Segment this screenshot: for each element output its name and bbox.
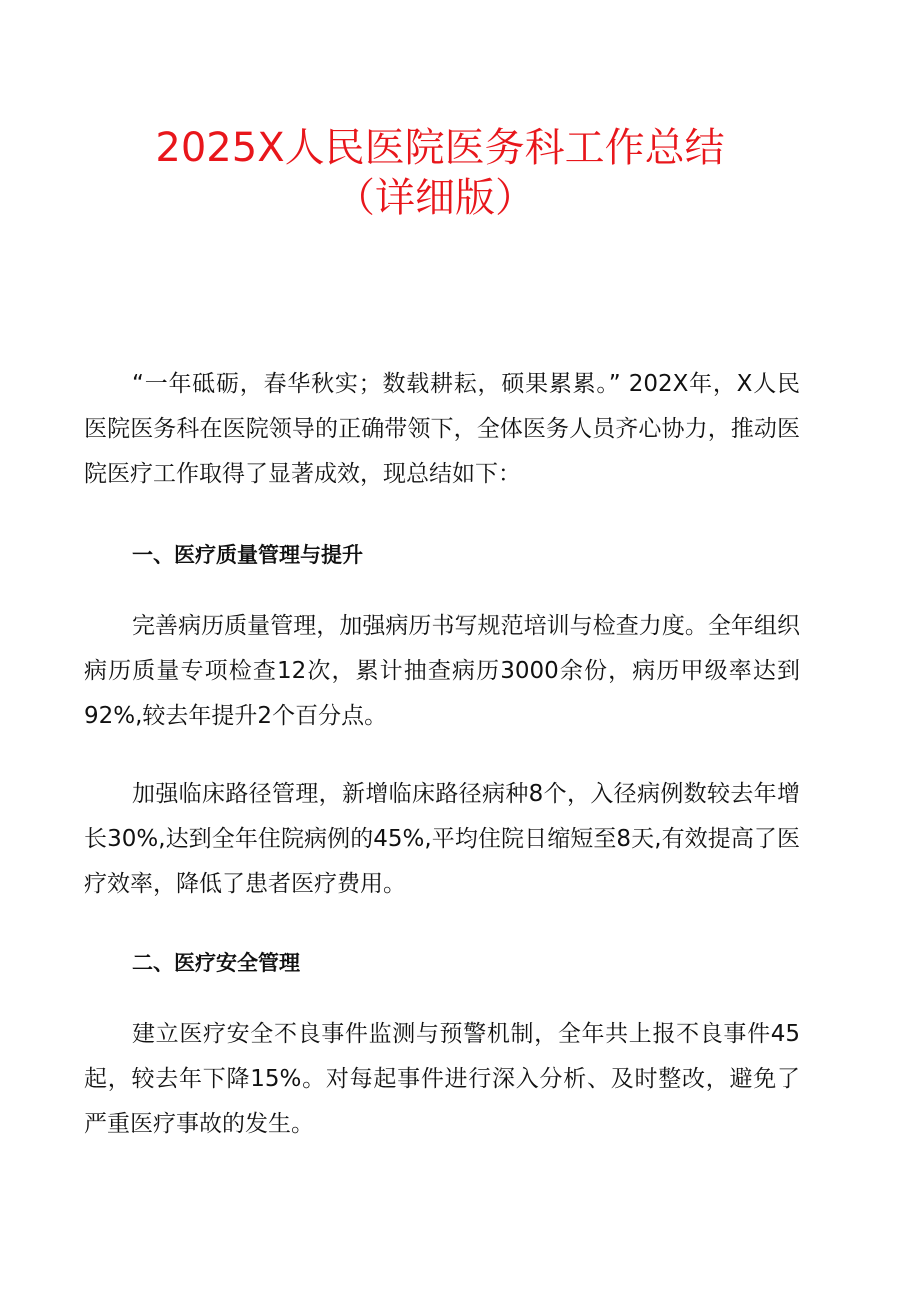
section-1-paragraph-1: 完善病历质量管理，加强病历书写规范培训与检查力度。全年组织病历质量专项检查12次，累计抽查病历3000余份，病历甲级率达到92%,较去年提升2个百分点。: [84, 613, 800, 729]
section-2-paragraph-1: 建立医疗安全不良事件监测与预警机制，全年共上报不良事件45起，较去年下降15%。对每起事件进行深入分析、及时整改，避免了严重医疗事故的发生。: [84, 1021, 800, 1137]
section-1-paragraph-2: 加强临床路径管理，新增临床路径病种8个，入径病例数较去年增长30%,达到全年住院病例的45%,平均住院日缩短至8天,有效提高了医疗效率，降低了患者医疗费用。: [84, 781, 800, 897]
document-subtitle: （详细版）: [335, 175, 535, 221]
section-heading-2: 二、医疗安全管理: [132, 951, 300, 975]
section-heading-1: 一、医疗质量管理与提升: [132, 543, 363, 567]
intro-paragraph: “一年砥砺，春华秋实；数载耕耘，硕果累累。” 202X年，X人民医院医务科在医院领导的正确带领下，全体医务人员齐心协力，推动医院医疗工作取得了显著成效，现总结如下：: [84, 371, 800, 487]
document-title: 2025X人民医院医务科工作总结: [155, 125, 725, 171]
